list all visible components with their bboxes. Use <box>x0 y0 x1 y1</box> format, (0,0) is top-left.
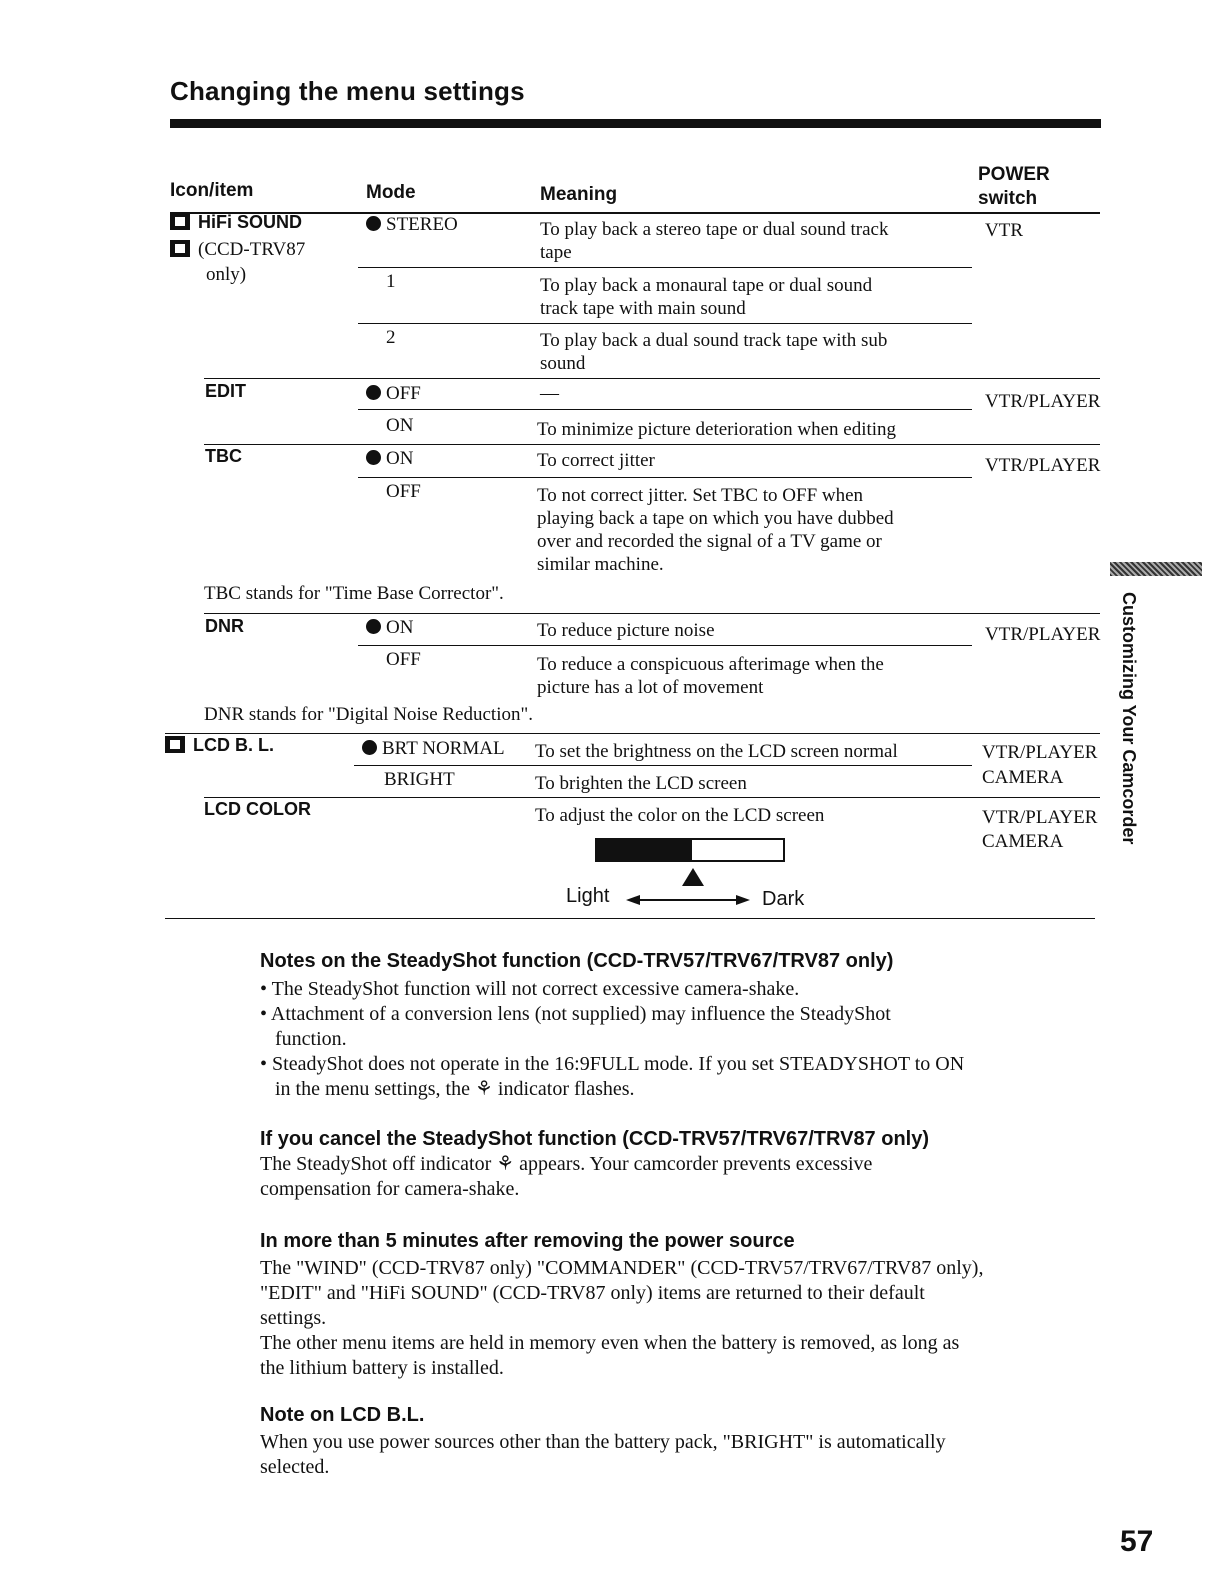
header-icon-item: Icon/item <box>170 180 254 201</box>
default-dot <box>362 740 377 755</box>
bullet-item-cont: function. <box>275 1028 347 1050</box>
meaning-tbc-off: To not correct jitter. Set TBC to OFF when playing back a tape on which you have dubbed over and recorded the signal of a TV game or similar machine. <box>537 485 894 575</box>
row-rule <box>204 444 1100 445</box>
note-heading-cancel: If you cancel the SteadyShot function (CCD-TRV57/TRV67/TRV87 only) <box>260 1128 930 1150</box>
lcd-icon <box>165 736 185 753</box>
meaning-lcd-color: To adjust the color on the LCD screen <box>535 805 825 826</box>
tbc-item: TBC <box>205 446 242 466</box>
note-bullets-steadyshot <box>260 977 1100 1102</box>
mode-edit-on: ON <box>386 415 414 436</box>
header-rule <box>170 212 1100 214</box>
edit-item: EDIT <box>205 381 247 401</box>
mode-tbc-off: OFF <box>386 481 421 502</box>
power-dnr: VTR/PLAYER <box>985 624 1101 645</box>
mode-dnr-off: OFF <box>386 649 421 670</box>
mode-bright: BRIGHT <box>384 769 455 790</box>
mode-brt-normal: BRT NORMAL <box>362 737 505 760</box>
tbc-note: TBC stands for "Time Base Corrector". <box>204 583 504 604</box>
power-lcd-color-1: VTR/PLAYER <box>982 807 1098 828</box>
page-number: 57 <box>1120 1525 1154 1558</box>
bullet-item: • Attachment of a conversion lens (not supplied) may influence the SteadyShot <box>260 1003 891 1025</box>
row-rule <box>358 645 972 646</box>
mode-edit-off: OFF <box>366 382 421 405</box>
vtr-mode-icon <box>170 213 190 230</box>
power-hifi: VTR <box>985 220 1023 241</box>
row-rule <box>204 378 1100 379</box>
hifi-sound-note: (CCD-TRV87 <box>170 238 305 261</box>
color-level-bar <box>595 838 785 862</box>
meaning-stereo: To play back a stereo tape or dual sound track tape <box>540 219 889 263</box>
bullet-item: • The SteadyShot function will not correct excessive camera-shake. <box>260 978 800 1000</box>
bullet-item-cont: in the menu settings, the ⚘ indicator flashes. <box>275 1078 635 1100</box>
color-level-fill <box>597 840 692 860</box>
dark-label: Dark <box>762 888 805 910</box>
header-power-line1: POWER <box>978 164 1050 185</box>
hifi-sound-item: HiFi SOUND <box>170 212 302 233</box>
power-lcd-bl-2: CAMERA <box>982 767 1064 788</box>
power-lcd-bl-1: VTR/PLAYER <box>982 742 1098 763</box>
power-lcd-color-2: CAMERA <box>982 831 1064 852</box>
note-text-power: The "WIND" (CCD-TRV87 only) "COMMANDER" (CCD-TRV57/TRV67/TRV87 only), "EDIT" and "HiFi SOUND" (CCD-TRV87 only) items are returned to their default settings. The other menu items are held in memory even when the battery is removed, as long as the lithium battery is installed. <box>260 1257 984 1379</box>
meaning-edit-on: To minimize picture deterioration when editing <box>537 419 897 440</box>
row-rule <box>358 409 972 410</box>
player-mode-icon <box>170 240 190 257</box>
row-rule <box>358 267 972 268</box>
row-rule <box>358 477 972 478</box>
row-rule <box>358 323 972 324</box>
power-tbc: VTR/PLAYER <box>985 455 1101 476</box>
row-rule <box>204 613 1100 614</box>
level-marker-icon <box>682 868 704 886</box>
meaning-2: To play back a dual sound track tape with sub sound <box>540 330 888 374</box>
default-dot <box>366 619 381 634</box>
header-mode: Mode <box>366 182 416 203</box>
page-title: Changing the menu settings <box>170 76 525 106</box>
default-dot <box>366 216 381 231</box>
section-tab-label: Customizing Your Camcorder <box>1119 592 1139 845</box>
note-heading-steadyshot: Notes on the SteadyShot function (CCD-TRV57/TRV67/TRV87 only) <box>260 950 894 972</box>
dnr-item: DNR <box>205 616 244 636</box>
mode-tbc-on: ON <box>366 447 413 470</box>
mode-2: 2 <box>386 327 396 348</box>
header-meaning: Meaning <box>540 184 618 205</box>
lcd-bl-item: LCD B. L. <box>165 735 274 756</box>
meaning-edit-off: — <box>540 383 559 404</box>
mode-dnr-on: ON <box>366 616 413 639</box>
header-power-line2: switch <box>978 188 1038 209</box>
meaning-dnr-on: To reduce picture noise <box>537 620 715 641</box>
dnr-note: DNR stands for "Digital Noise Reduction". <box>204 704 533 725</box>
table-bottom-rule <box>165 918 1095 919</box>
mode-1: 1 <box>386 271 396 292</box>
default-dot <box>366 385 381 400</box>
row-rule <box>165 733 1100 734</box>
meaning-tbc-on: To correct jitter <box>537 450 655 471</box>
power-edit: VTR/PLAYER <box>985 391 1101 412</box>
light-label: Light <box>566 885 610 907</box>
light-dark-arrow-icon <box>626 893 750 907</box>
bullet-item: • SteadyShot does not operate in the 16:9FULL mode. If you set STEADYSHOT to ON <box>260 1053 965 1075</box>
meaning-dnr-off: To reduce a conspicuous afterimage when the picture has a lot of movement <box>537 654 884 698</box>
meaning-brt-normal: To set the brightness on the LCD screen normal <box>535 741 898 762</box>
note-text-lcd-bl: When you use power sources other than the battery pack, "BRIGHT" is automatically selected. <box>260 1431 946 1478</box>
hifi-sound-note-line2: only) <box>206 264 247 285</box>
meaning-bright: To brighten the LCD screen <box>535 773 747 794</box>
lcd-color-item: LCD COLOR <box>204 799 311 819</box>
section-tab-marker <box>1110 562 1202 576</box>
note-text-cancel: The SteadyShot off indicator ⚘ appears. Your camcorder prevents excessive compensation for camera-shake. <box>260 1153 873 1200</box>
default-dot <box>366 450 381 465</box>
row-rule <box>354 765 972 766</box>
note-heading-power: In more than 5 minutes after removing the power source <box>260 1230 795 1252</box>
meaning-1: To play back a monaural tape or dual sound track tape with main sound <box>540 275 873 319</box>
mode-stereo: STEREO <box>366 213 458 236</box>
note-heading-lcd-bl: Note on LCD B.L. <box>260 1404 425 1426</box>
row-rule <box>204 797 1100 798</box>
title-rule <box>170 119 1101 128</box>
